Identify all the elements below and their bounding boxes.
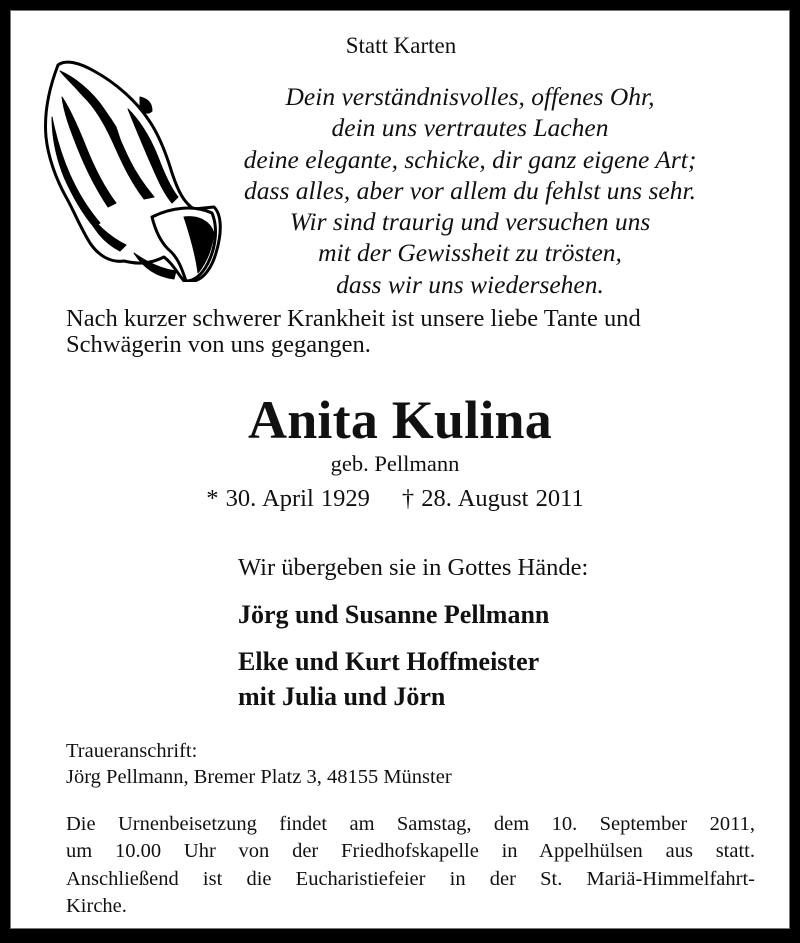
address-value: Jörg Pellmann, Bremer Platz 3, 48155 Münster bbox=[66, 766, 452, 788]
memorial-poem bbox=[240, 81, 700, 300]
poem-line: dass alles, aber vor allem du fehlst uns sehr. bbox=[244, 175, 696, 205]
poem-line: deine elegante, schicke, dir ganz eigene Art; bbox=[243, 144, 697, 174]
mourners-list bbox=[238, 598, 549, 714]
poem-line: dass wir uns wiedersehen. bbox=[336, 269, 604, 299]
mourning-address bbox=[66, 738, 452, 790]
praying-hands-icon bbox=[44, 57, 224, 282]
address-label: Traueranschrift: bbox=[66, 740, 198, 762]
mourner-line: Elke und Kurt Hoffmeister bbox=[238, 647, 540, 676]
life-dates bbox=[0, 485, 790, 513]
mourner-line: mit Julia und Jörn bbox=[238, 681, 446, 711]
burial-line: Die Urnenbeisetzung findet am Samstag, dem 10. September 2011, bbox=[66, 813, 755, 835]
burial-line: Kirche. bbox=[66, 894, 127, 917]
poem-line: mit der Gewissheit zu trösten, bbox=[318, 238, 622, 268]
commitment-text: Wir übergeben sie in Gottes Hände: bbox=[238, 554, 589, 581]
birth-date: * 30. April 1929 bbox=[206, 485, 370, 512]
burial-line: um 10.00 Uhr von der Friedhofskapelle in Appelhülsen aus statt. bbox=[66, 840, 755, 863]
deceased-name: Anita Kulina bbox=[248, 390, 552, 450]
burial-info bbox=[66, 811, 755, 920]
intro-line: Schwägerin von uns gegangen. bbox=[66, 331, 371, 358]
burial-line: Anschließend ist die Eucharistiefeier in der St. Mariä-Himmelfahrt- bbox=[66, 867, 755, 890]
mourner-line: Jörg und Susanne Pellmann bbox=[238, 600, 550, 629]
intro-text bbox=[66, 306, 766, 358]
intro-line: Nach kurzer schwerer Krankheit ist unsere liebe Tante und bbox=[66, 305, 641, 332]
poem-line: dein uns vertrautes Lachen bbox=[331, 113, 609, 143]
header-statt-karten: Statt Karten bbox=[345, 33, 457, 58]
poem-line: Wir sind traurig und versuchen uns bbox=[289, 207, 651, 237]
poem-line: Dein verständnisvolles, offenes Ohr, bbox=[285, 82, 655, 111]
maiden-name: geb. Pellmann bbox=[330, 451, 460, 476]
death-date: † 28. August 2011 bbox=[401, 485, 584, 512]
